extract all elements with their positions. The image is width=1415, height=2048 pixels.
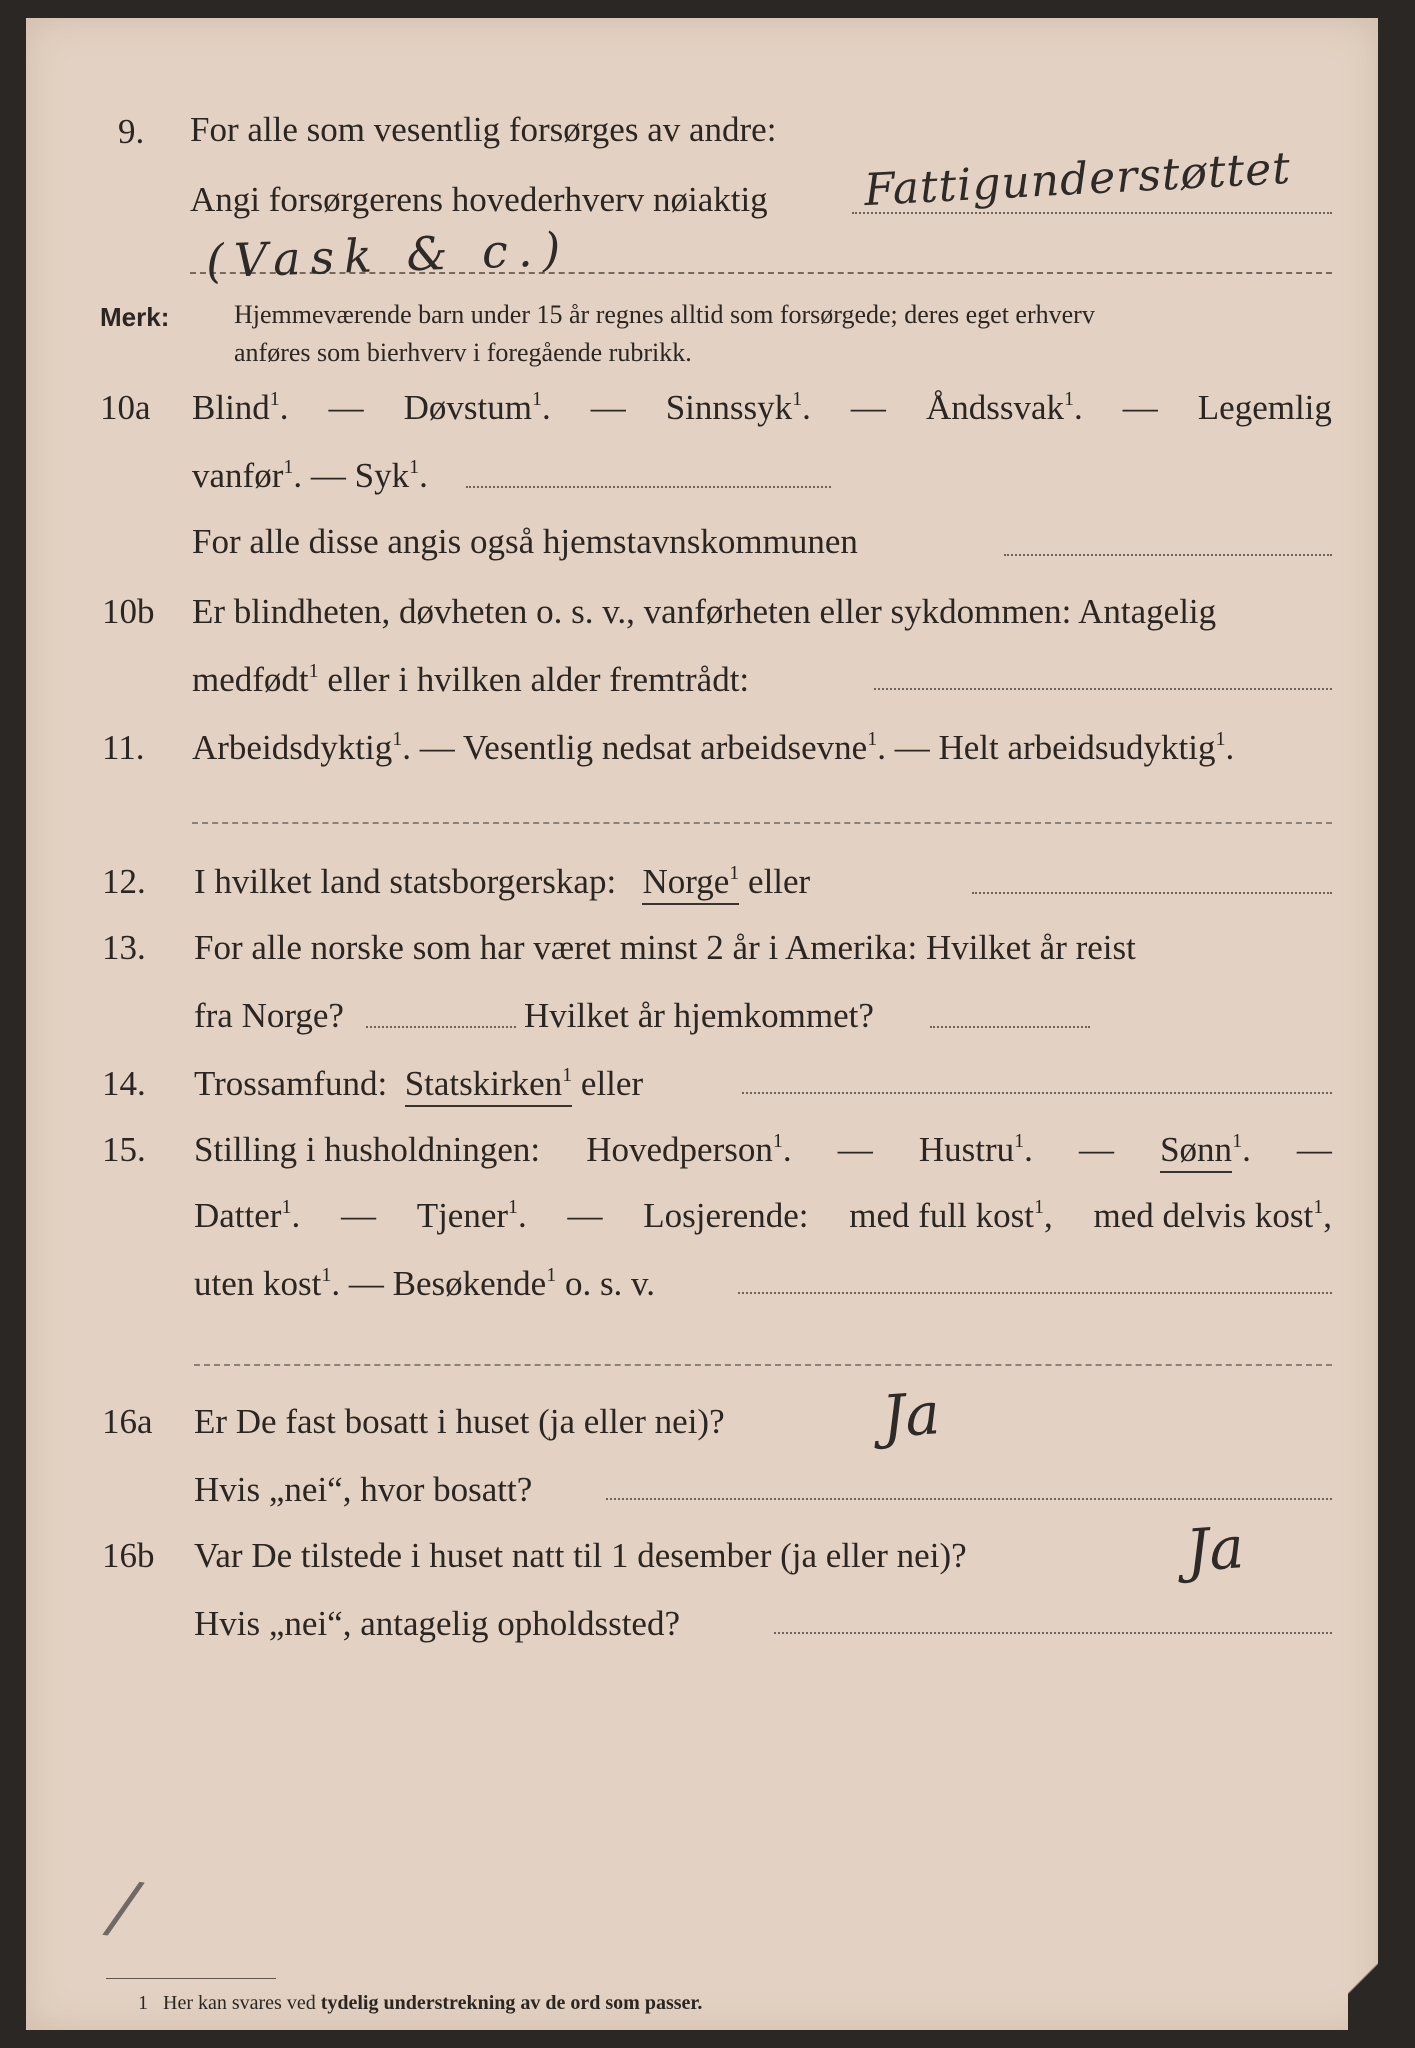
q11-answer-line xyxy=(192,822,1332,824)
q13-line1: For alle norske som har været minst 2 år i Amerika: Hvilket år reist xyxy=(194,928,1136,967)
option-medfodt: medfødt$^1$ xyxy=(192,660,319,699)
q13-line2-a: fra Norge? xyxy=(194,996,344,1035)
q10a-number: 10a xyxy=(100,388,151,427)
q11-number: 11. xyxy=(102,728,145,767)
q16a-number: 16a xyxy=(102,1402,153,1441)
footnote-rule xyxy=(106,1978,276,1979)
q14-answer-line xyxy=(742,1092,1332,1094)
q10b-line2: medfødt$^1$ eller i hvilken alder fremtrådt: xyxy=(192,660,750,699)
option-udyktig: Helt arbeidsudyktig$^1$. xyxy=(938,728,1235,767)
option-syk: Syk$^1$. xyxy=(354,456,428,495)
option-full-kost: med full kost$^1$, xyxy=(849,1196,1053,1235)
q10a-syk-line xyxy=(466,486,831,488)
merk-line2: anføres som bierhverv i foregående rubrikk. xyxy=(234,338,692,367)
option-nedsat: Vesentlig nedsat arbeidsevne$^1$. xyxy=(462,728,886,767)
q16b-answer-line xyxy=(774,1632,1332,1634)
q9-handwritten-note: (Vask & c.) xyxy=(205,221,572,289)
option-legemlig: Legemlig xyxy=(1197,388,1332,427)
option-statskirken-underlined: Statskirken$^1$ xyxy=(405,1064,572,1107)
q9-line2: Angi forsørgerens hovederhverv nøiaktig xyxy=(190,180,768,219)
q16b-handwritten-answer: Ja xyxy=(1183,1513,1247,1585)
q10a-line1: Blind$^1$. — Døvstum$^1$. — Sinnssyk$^1$. — Åndssvak$^1$. — Legemlig xyxy=(192,388,1332,427)
q13-year-left-line xyxy=(366,1026,516,1028)
q10a-line3: For alle disse angis også hjemstavnskommunen xyxy=(192,522,858,561)
q13-line2-b: Hvilket år hjemkommet? xyxy=(524,996,874,1035)
option-arbeidsdyktig: Arbeidsdyktig$^1$. xyxy=(192,728,412,767)
q15-answer-line xyxy=(738,1292,1332,1294)
census-form-page xyxy=(26,18,1378,2030)
q16a-answer-line xyxy=(606,1498,1332,1500)
q14-number: 14. xyxy=(102,1064,146,1103)
q9-handwritten-occupation: Fattigunderstøttet xyxy=(862,142,1293,217)
option-sonn-underlined: Sønn$^1$. xyxy=(1160,1132,1251,1167)
q13-number: 13. xyxy=(102,928,146,967)
q16b-line1: Var De tilstede i huset natt til 1 desember (ja eller nei)? xyxy=(194,1536,967,1575)
option-hustru: Hustru$^1$. xyxy=(918,1130,1033,1169)
option-tjener: Tjener$^1$. xyxy=(416,1196,527,1235)
option-uten-kost: uten kost$^1$. xyxy=(194,1264,341,1303)
q9-line1: For alle som vesentlig forsørges av andre: xyxy=(190,110,777,149)
option-delvis-kost: med delvis kost$^1$, xyxy=(1093,1196,1332,1235)
q12-number: 12. xyxy=(102,862,146,901)
q15-line2: Datter$^1$. — Tjener$^1$. — Losjerende: med full kost$^1$, med delvis kost$^1$, xyxy=(194,1196,1332,1235)
q11-line1: Arbeidsdyktig$^1$. — Vesentlig nedsat arbeidsevne$^1$. — Helt arbeidsudyktig$^1$. xyxy=(192,728,1235,767)
q12-line: I hvilket land statsborgerskap: Norge$^1$ eller xyxy=(194,864,810,899)
option-hovedperson: Hovedperson$^1$. xyxy=(586,1130,792,1169)
q15-number: 15. xyxy=(102,1130,146,1169)
option-sinnssyk: Sinnssyk$^1$. xyxy=(665,388,811,427)
q10a-line2: vanfør$^1$. — Syk$^1$. xyxy=(192,456,428,495)
q10a-kommune-line xyxy=(1004,554,1332,556)
q9-number: 9. xyxy=(118,112,145,151)
option-vanfor: vanfør$^1$. xyxy=(192,456,303,495)
option-blind: Blind$^1$. xyxy=(192,388,289,427)
q16a-line1: Er De fast bosatt i huset (ja eller nei)? xyxy=(194,1402,725,1441)
q10b-answer-line xyxy=(874,688,1332,690)
merk-line1: Hjemmeværende barn under 15 år regnes alltid som forsørgede; deres eget erhverv xyxy=(234,300,1095,329)
option-besokende: Besøkende$^1$ xyxy=(392,1264,557,1303)
q15-line3: uten kost$^1$. — Besøkende$^1$ o. s. v. xyxy=(194,1264,656,1303)
q10b-number: 10b xyxy=(102,592,155,631)
q16b-number: 16b xyxy=(102,1536,155,1575)
option-dovstum: Døvstum$^1$. xyxy=(403,388,551,427)
merk-label: Merk: xyxy=(100,302,170,332)
margin-pencil-mark: / xyxy=(106,1864,142,1950)
q16a-line2: Hvis „nei“, hvor bosatt? xyxy=(194,1470,533,1509)
option-andssvak: Åndssvak$^1$. xyxy=(925,388,1083,427)
option-datter: Datter$^1$. xyxy=(194,1196,301,1235)
q15-line1: Stilling i husholdningen: Hovedperson$^1$. — Hustru$^1$. — Sønn$^1$. — xyxy=(194,1132,1332,1167)
q12-answer-line xyxy=(972,892,1332,894)
q16b-line2: Hvis „nei“, antagelig opholdssted? xyxy=(194,1604,680,1643)
q16a-handwritten-answer: Ja xyxy=(879,1379,943,1451)
q14-line: Trossamfund: Statskirken$^1$ eller xyxy=(194,1066,643,1101)
footnote: 1 Her kan svares ved tydelig understrekning av de ord som passer. xyxy=(138,1992,703,2014)
torn-corner xyxy=(1348,1930,1378,2030)
q13-year-returned-line xyxy=(930,1026,1090,1028)
q15-second-line xyxy=(194,1364,1332,1366)
option-norge-underlined: Norge$^1$ xyxy=(642,862,739,905)
q10b-line1: Er blindheten, døvheten o. s. v., vanførheten eller sykdommen: Antagelig xyxy=(192,592,1217,631)
